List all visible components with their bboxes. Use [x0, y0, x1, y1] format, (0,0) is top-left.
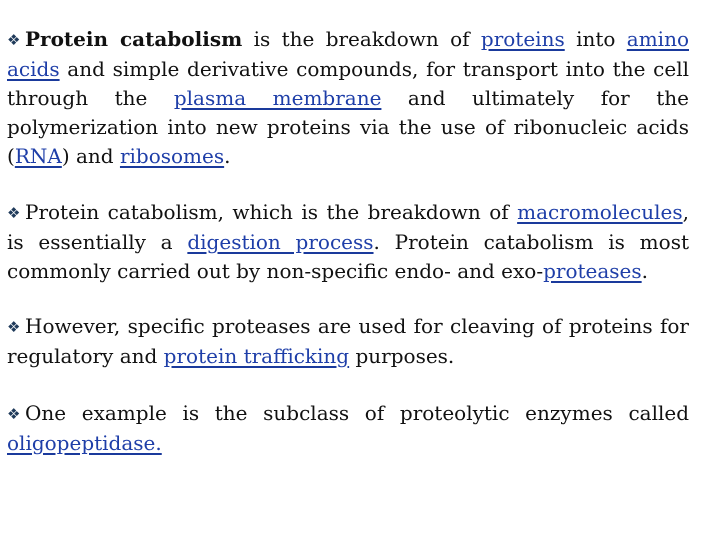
- paragraph-digestion-process: [7, 198, 689, 286]
- text-run: is the breakdown of: [242, 27, 481, 51]
- text-run: and ultimately for the polymerization into new proteins via the use of ribonucleic acids (: [7, 86, 689, 168]
- diamond-bullet-icon: ❖: [7, 31, 21, 49]
- diamond-bullet-icon: ❖: [7, 204, 21, 222]
- link-proteases[interactable]: proteases: [543, 259, 642, 283]
- text-run: .: [641, 259, 649, 283]
- text-run: purposes.: [349, 344, 455, 368]
- paragraph-protein-catabolism-definition: [7, 25, 689, 171]
- paragraph-specific-proteases: [7, 312, 689, 371]
- text-run: Protein catabolism, which is the breakdown of: [25, 200, 518, 224]
- text-run: and simple derivative compounds, for transport into the cell through the: [7, 57, 689, 110]
- link-macromolecules[interactable]: macromolecules: [517, 200, 683, 224]
- link-protein-trafficking[interactable]: protein trafficking: [163, 344, 350, 368]
- diamond-bullet-icon: ❖: [7, 318, 21, 336]
- link-oligopeptidase[interactable]: oligopeptidase.: [7, 431, 162, 455]
- link-proteins[interactable]: proteins: [480, 27, 565, 51]
- link-amino-acids[interactable]: amino acids: [7, 27, 689, 81]
- paragraph-oligopeptidase: [7, 399, 689, 458]
- term-protein-catabolism: Protein catabolism: [25, 27, 243, 51]
- link-rna[interactable]: RNA: [14, 144, 62, 168]
- text-run: . Protein catabolism is most commonly carried out by non-specific endo- and exo-: [7, 230, 689, 283]
- link-ribosomes[interactable]: ribosomes: [119, 144, 225, 168]
- text-run: One example is the subclass of proteolytic enzymes called: [25, 401, 689, 425]
- diamond-bullet-icon: ❖: [7, 405, 21, 423]
- text-run: ) and: [61, 144, 120, 168]
- link-plasma-membrane[interactable]: plasma membrane: [173, 86, 382, 110]
- text-run: , is essentially a: [7, 200, 689, 254]
- text-run: However, specific proteases are used for cleaving of proteins for regulatory and: [7, 314, 689, 368]
- text-run: into: [564, 27, 627, 51]
- text-run: .: [224, 144, 231, 168]
- link-digestion-process[interactable]: digestion process: [187, 230, 374, 254]
